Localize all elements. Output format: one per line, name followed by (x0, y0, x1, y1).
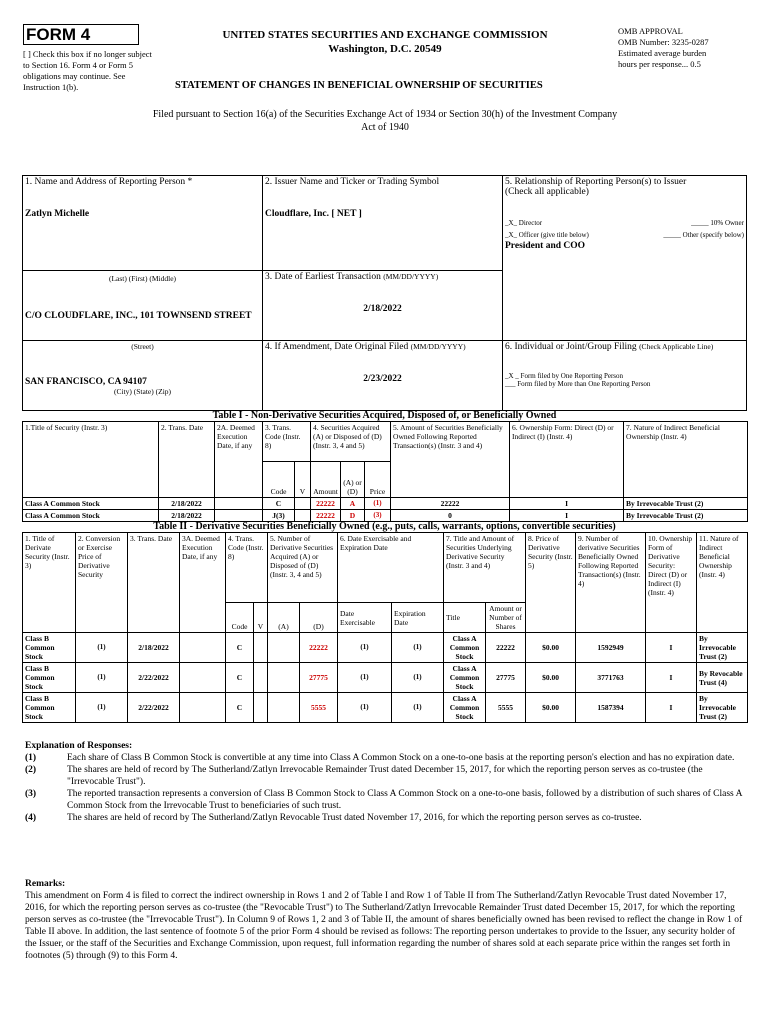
t1-r1-date: 2/18/2022 (159, 498, 215, 510)
reporting-name: Zatlyn Michelle (25, 209, 90, 219)
box-5-label: 5. Relationship of Reporting Person(s) to Issuer (505, 177, 687, 187)
t2-r3-d: 5555 (300, 693, 338, 723)
omb-line-2: OMB Number: 3235-0287 (618, 37, 709, 47)
footnote-number: (1) (25, 753, 37, 763)
t2-r3-deemed (180, 693, 226, 723)
filing-one-person: _X _ Form filed by One Reporting Person (505, 372, 624, 380)
t2-h-code: 4. Trans. Code (Instr. 8) (226, 533, 268, 603)
table-1 (22, 421, 748, 522)
t2-h-exp-date: Expiration Date (392, 603, 444, 633)
t2-r3-date: 2/22/2022 (128, 693, 180, 723)
omb-line-4: hours per response... 0.5 (618, 59, 701, 69)
t2-r3-a (268, 693, 300, 723)
t2-r2-expiration: (1) (392, 663, 444, 693)
t1-r2-nature: By Irrevocable Trust (2) (624, 510, 748, 522)
t1-r2-owned: 0 (391, 510, 510, 522)
box-2-label: 2. Issuer Name and Ticker or Trading Symbol (265, 177, 440, 187)
table-2-title: Table II - Derivative Securities Beneficially Owned (e.g., puts, calls, warrants, options, convertible securities) (153, 521, 616, 532)
table-2 (22, 532, 748, 723)
agency-header (180, 28, 590, 56)
t1-h-code-sub: Code (263, 462, 295, 498)
table-row (23, 498, 748, 510)
footnote (25, 788, 750, 812)
box-4 (263, 341, 503, 411)
t2-r1-conv: (1) (76, 633, 128, 663)
t1-h-v: V (295, 462, 311, 498)
box-2 (263, 176, 503, 271)
t2-r1-expiration: (1) (392, 633, 444, 663)
t1-h-nature: 7. Nature of Indirect Beneficial Ownership (Instr. 4) (624, 422, 748, 498)
t1-r1-aord: A (341, 498, 365, 510)
t2-h-code-sub: Code (226, 603, 254, 633)
city-label: (City) (State) (Zip) (113, 387, 172, 396)
t1-r1-owned: 22222 (391, 498, 510, 510)
street-label: (Street) (131, 342, 154, 351)
omb-line-3: Estimated average burden (618, 48, 707, 58)
t2-h-ownership: 10. Ownership Form of Derivative Security: Direct (D) or Indirect (I) (Instr. 4) (646, 533, 697, 633)
t2-h-nature: 11. Nature of Indirect Beneficial Ownership (Instr. 4) (697, 533, 748, 633)
t2-r2-a (268, 663, 300, 693)
t2-h-price: 8. Price of Derivative Security (Instr. 5) (526, 533, 576, 633)
t1-r2-title: Class A Common Stock (23, 510, 159, 522)
t1-h-securities: 4. Securities Acquired (A) or Disposed of (D) (Instr. 3, 4 and 5) (311, 422, 391, 462)
footnote-text: The shares are held of record by The Sutherland/Zatlyn Irrevocable Remainder Trust dated December 15, 2017, for which the reporting person serves as co-trustee (the "Irrevocable Trust"). (67, 765, 703, 787)
t2-r2-utitle: Class A Common Stock (444, 663, 486, 693)
filed-pursuant: Filed pursuant to Section 16(a) of the Securities Exchange Act of 1934 or Section 30(h) of the Investment Company Act of 1940 (152, 109, 618, 133)
ten-pct-check: _____ 10% Owner (691, 219, 744, 227)
t2-r2-exercisable: (1) (338, 663, 392, 693)
t1-h-title: 1.Title of Security (Instr. 3) (23, 422, 159, 498)
t2-h-a: (A) (268, 603, 300, 633)
t2-r1-date: 2/18/2022 (128, 633, 180, 663)
t1-h-ownership: 6. Ownership Form: Direct (D) or Indirect (I) (Instr. 4) (510, 422, 624, 498)
t2-r2-uamount: 27775 (486, 663, 526, 693)
box-1 (23, 176, 263, 271)
city-state-zip: SAN FRANCISCO, CA 94107 (25, 377, 147, 387)
t2-r1-price: $0.00 (526, 633, 576, 663)
table-1-title: Table I - Non-Derivative Securities Acquired, Disposed of, or Beneficially Owned (212, 410, 557, 421)
t2-r3-owned: 1587394 (576, 693, 646, 723)
t2-r2-v (254, 663, 268, 693)
amendment-date: 2/23/2022 (363, 374, 402, 384)
check-box-note: [ ] Check this box if no longer subject to Section 16. Form 4 or Form 5 obligations may continue. See Instruction 1(b). (23, 49, 152, 92)
t2-r2-form: I (646, 663, 697, 693)
table-row (23, 663, 748, 693)
t2-h-underlying: 7. Title and Amount of Securities Underlying Derivative Security (Instr. 3 and 4) (444, 533, 526, 603)
reporting-person-table (22, 175, 747, 411)
t2-r2-owned: 3771763 (576, 663, 646, 693)
box-6-note: (Check Applicable Line) (639, 342, 714, 351)
t2-h-conversion: 2. Conversion or Exercise Price of Derivative Security (76, 533, 128, 633)
t1-r1-form: I (510, 498, 624, 510)
box-4-format: (MM/DD/YYYY) (410, 342, 466, 351)
t2-r3-expiration: (1) (392, 693, 444, 723)
t2-r3-v (254, 693, 268, 723)
t1-r1-v (295, 498, 311, 510)
box-6-label: 6. Individual or Joint/Group Filing (505, 342, 637, 352)
t2-h-exercisable: 6. Date Exercisable and Expiration Date (338, 533, 444, 603)
t2-h-uamount: Amount or Number of Shares (486, 603, 526, 633)
t2-r2-price: $0.00 (526, 663, 576, 693)
omb-approval (618, 26, 758, 70)
form-title: FORM 4 (23, 24, 139, 45)
t2-r1-a (268, 633, 300, 663)
remarks-section (25, 878, 745, 962)
footnote-text: The shares are held of record by The Sutherland/Zatlyn Revocable Trust dated November 17, 2016, for which the reporting person serves as co-trustee. (67, 813, 642, 823)
footnote-number: (2) (25, 765, 37, 775)
t2-r1-owned: 1592949 (576, 633, 646, 663)
table-row (23, 693, 748, 723)
t2-r1-nature: By Irrevocable Trust (2) (697, 633, 748, 663)
t2-r1-d: 22222 (300, 633, 338, 663)
t1-r2-date: 2/18/2022 (159, 510, 215, 522)
t2-h-utitle: Title (444, 603, 486, 633)
t2-r3-price: $0.00 (526, 693, 576, 723)
t2-r2-date: 2/22/2022 (128, 663, 180, 693)
footnote-number: (3) (25, 789, 37, 799)
t1-r2-aord: D (341, 510, 365, 522)
explanation-section (25, 740, 750, 824)
footnote-text: The reported transaction represents a conversion of Class B Common Stock to Class A Common Stock on a one-to-one basis, followed by a distribution of such shares of Class A Common Stock from the Irrevocable Trust to beneficiaries of such trust. (67, 789, 742, 811)
box-1-address (23, 271, 263, 341)
t1-r2-form: I (510, 510, 624, 522)
t1-r1-title: Class A Common Stock (23, 498, 159, 510)
t2-r3-form: I (646, 693, 697, 723)
t2-r1-exercisable: (1) (338, 633, 392, 663)
t1-r1-amount: 22222 (311, 498, 341, 510)
table-row (23, 633, 748, 663)
t2-r2-nature: By Revocable Trust (4) (697, 663, 748, 693)
t1-r1-code: C (263, 498, 295, 510)
other-check: _____ Other (specify below) (663, 231, 744, 239)
t1-h-amount: 5. Amount of Securities Beneficially Owned Following Reported Transaction(s) (Instr. 3 and 4) (391, 422, 510, 498)
explanation-heading: Explanation of Responses: (25, 741, 133, 751)
footnote-text: Each share of Class B Common Stock is convertible at any time into Class A Common Stock on a one-to-one basis at the reporting person's election and has no expiration date. (67, 753, 735, 763)
t2-h-v: V (254, 603, 268, 633)
footnote (25, 764, 750, 788)
t1-r2-v (295, 510, 311, 522)
agency-location: Washington, D.C. 20549 (328, 43, 442, 55)
box-5-sub: (Check all applicable) (505, 187, 589, 197)
t2-r2-conv: (1) (76, 663, 128, 693)
t2-r3-code: C (226, 693, 254, 723)
table-row (23, 510, 748, 522)
t2-h-d: (D) (300, 603, 338, 633)
t2-r3-exercisable: (1) (338, 693, 392, 723)
t2-r3-nature: By Irrevocable Trust (2) (697, 693, 748, 723)
t2-r1-code: C (226, 633, 254, 663)
issuer-name: Cloudflare, Inc. [ NET ] (265, 209, 362, 219)
t2-r1-deemed (180, 633, 226, 663)
t1-r1-nature: By Irrevocable Trust (2) (624, 498, 748, 510)
t2-r2-code: C (226, 663, 254, 693)
t2-h-number: 5. Number of Derivative Securities Acquired (A) or Disposed of (D) (Instr. 3, 4 and 5) (268, 533, 338, 603)
t2-r1-v (254, 633, 268, 663)
t1-h-amount-sub: Amount (311, 462, 341, 498)
t1-h-code: 3. Trans. Code (Instr. 8) (263, 422, 311, 462)
footnote (25, 752, 750, 764)
t2-h-date: 3. Trans. Date (128, 533, 180, 633)
t2-h-deemed: 3A. Deemed Execution Date, if any (180, 533, 226, 633)
t2-r1-form: I (646, 633, 697, 663)
name-parts-label: (Last) (First) (Middle) (108, 274, 177, 283)
director-check: _X_ Director (505, 219, 543, 227)
street-address: C/O CLOUDFLARE, INC., 101 TOWNSEND STREET (25, 311, 252, 321)
t1-r2-amount: 22222 (311, 510, 341, 522)
agency-name: UNITED STATES SECURITIES AND EXCHANGE COMMISSION (222, 29, 548, 41)
t2-r2-d: 27775 (300, 663, 338, 693)
t1-r2-price: (3) (365, 510, 391, 522)
t2-r3-title: Class B Common Stock (23, 693, 76, 723)
t1-h-date: 2. Trans. Date (159, 422, 215, 498)
t2-r3-conv: (1) (76, 693, 128, 723)
t1-h-aord: (A) or (D) (341, 462, 365, 498)
earliest-transaction-date: 2/18/2022 (363, 304, 402, 314)
box-3 (263, 271, 503, 341)
box-3-label: 3. Date of Earliest Transaction (265, 272, 381, 282)
t1-r2-deemed (215, 510, 263, 522)
box-5 (503, 176, 747, 341)
t2-h-owned: 9. Number of derivative Securities Beneficially Owned Following Reported Transaction(s) (Instr. 4) (576, 533, 646, 633)
t1-r1-deemed (215, 498, 263, 510)
t2-r3-utitle: Class A Common Stock (444, 693, 486, 723)
t2-r2-title: Class B Common Stock (23, 663, 76, 693)
t2-h-date-ex: Date Exercisable (338, 603, 392, 633)
remarks-heading: Remarks: (25, 879, 66, 889)
t2-r3-uamount: 5555 (486, 693, 526, 723)
t1-r2-code: J(3) (263, 510, 295, 522)
t1-h-price: Price (365, 462, 391, 498)
box-3-format: (MM/DD/YYYY) (383, 272, 439, 281)
t1-h-deemed: 2A. Deemed Execution Date, if any (215, 422, 263, 498)
t2-r1-title: Class B Common Stock (23, 633, 76, 663)
omb-line-1: OMB APPROVAL (618, 26, 683, 36)
t2-r1-utitle: Class A Common Stock (444, 633, 486, 663)
t2-r2-deemed (180, 663, 226, 693)
footnote-number: (4) (25, 813, 37, 823)
footnote (25, 812, 750, 824)
filing-more-persons: ___ Form filed by More than One Reporting Person (505, 380, 651, 388)
remarks-text: This amendment on Form 4 is filed to correct the indirect ownership in Rows 1 and 2 of Table I and Row 1 of Table II from The Sutherland/Zatlyn Revocable Trust dated November 17, 2016, for which the reporting person serves as co-trustee (the "Revocable Trust") to The Sutherland/Zatlyn Irrevocable Remainder Trust dated December 15, 2017, for which the reporting person serves as co-trustee (the "Irrevocable Trust"). In Column 9 of Rows 1, 2 and 3 of Table II, the amount of shares beneficially owned has been revised to reflect the change in Row 1 of Table II above. In addition, the last sentence of footnote 5 of the prior Form 4 should be revised as follows: The reporting person undertakes to provide to the Issuer, any security holder of the Issuer, or the staff of the Securities and Exchange Commission, upon request, full information regarding the number of shares sold at each separate price within the ranges set forth in footnotes (5) through (9) to this Form 4. (25, 891, 743, 961)
t2-r1-uamount: 22222 (486, 633, 526, 663)
box-1-label: 1. Name and Address of Reporting Person * (25, 177, 193, 187)
officer-check: _X_ Officer (give title below) (505, 231, 589, 239)
t2-h-title: 1. Title of Derivate Security (Instr. 3) (23, 533, 76, 633)
officer-title: President and COO (505, 241, 586, 251)
t1-r1-price: (1) (365, 498, 391, 510)
statement-title: STATEMENT OF CHANGES IN BENEFICIAL OWNERSHIP OF SECURITIES (175, 80, 543, 91)
box-4-label: 4. If Amendment, Date Original Filed (265, 342, 409, 352)
box-1-city (23, 341, 263, 411)
box-6 (503, 341, 747, 411)
